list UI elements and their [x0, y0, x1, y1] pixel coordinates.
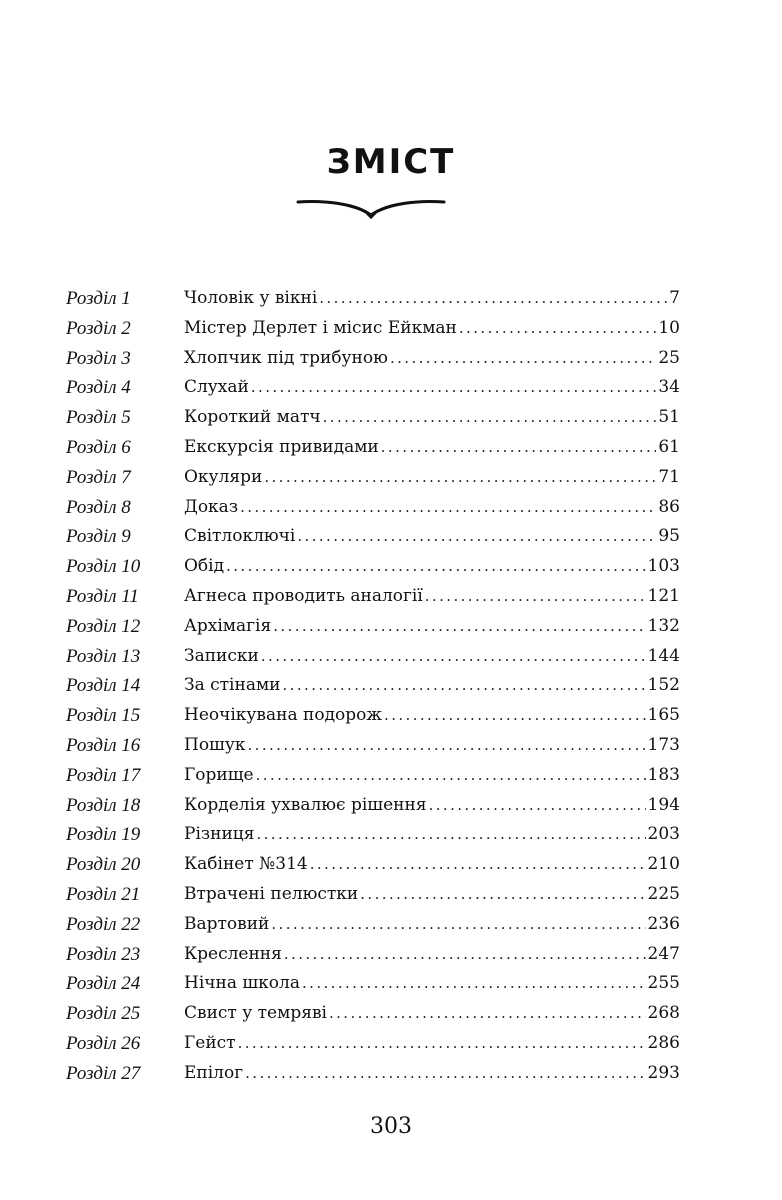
chapter-page-number: 61 — [658, 436, 680, 457]
chapter-label: Розділ 5 — [66, 407, 131, 429]
chapter-entry — [184, 493, 680, 523]
chapter-title: Світлоключі — [184, 526, 296, 547]
toc-entry[interactable] — [66, 1029, 680, 1059]
chapter-entry — [184, 344, 680, 374]
chapter-label: Розділ 26 — [66, 1032, 141, 1054]
chapter-page-number: 194 — [647, 794, 680, 815]
dot-leader — [245, 1059, 645, 1089]
toc-entry[interactable] — [66, 731, 680, 761]
chapter-entry — [184, 552, 680, 582]
chapter-label: Розділ 13 — [66, 645, 141, 667]
page-number: 303 — [370, 1114, 412, 1139]
dot-leader — [381, 433, 657, 463]
dot-leader — [284, 940, 646, 970]
chapter-page-number: 255 — [647, 973, 680, 994]
toc-entry[interactable] — [66, 373, 680, 403]
chapter-entry — [184, 731, 680, 761]
dot-leader — [425, 582, 646, 612]
chapter-label: Розділ 24 — [66, 973, 141, 995]
dot-leader — [240, 493, 656, 523]
dot-leader — [256, 820, 645, 850]
toc-entry[interactable] — [66, 642, 680, 672]
toc-entry[interactable] — [66, 612, 680, 642]
chapter-label: Розділ 7 — [66, 466, 131, 488]
toc-entry[interactable] — [66, 433, 680, 463]
chapter-entry — [184, 284, 680, 314]
dot-leader — [384, 701, 646, 731]
chapter-title: Неочікувана подорож — [184, 705, 383, 726]
chapter-page-number: 152 — [647, 675, 680, 696]
chapter-label: Розділ 10 — [66, 556, 141, 578]
chapter-label: Розділ 19 — [66, 824, 141, 846]
dot-leader — [256, 761, 646, 791]
chapter-label: Розділ 21 — [66, 883, 141, 905]
chapter-entry — [184, 850, 680, 880]
dot-leader — [238, 1029, 646, 1059]
toc-entry[interactable] — [66, 850, 680, 880]
chapter-label: Розділ 16 — [66, 734, 141, 756]
chapter-entry — [184, 582, 680, 612]
dot-leader — [273, 612, 645, 642]
chapter-label: Розділ 3 — [66, 347, 131, 369]
chapter-title: Гейст — [184, 1032, 236, 1053]
chapter-label: Розділ 23 — [66, 943, 141, 965]
chapter-entry — [184, 314, 680, 344]
chapter-title: Короткий матч — [184, 407, 321, 428]
toc-entry[interactable] — [66, 493, 680, 523]
chapter-entry — [184, 671, 680, 701]
toc-entry[interactable] — [66, 1059, 680, 1089]
chapter-title: Містер Дерлет і місис Ейкман — [184, 317, 457, 338]
chapter-entry — [184, 612, 680, 642]
chapter-title: Корделія ухвалює рішення — [184, 794, 427, 815]
chapter-title: Записки — [184, 645, 259, 666]
chapter-entry — [184, 910, 680, 940]
chapter-page-number: 144 — [647, 645, 680, 666]
chapter-page-number: 225 — [647, 883, 680, 904]
chapter-page-number: 293 — [647, 1062, 680, 1083]
chapter-page-number: 34 — [658, 377, 680, 398]
chapter-title: За стінами — [184, 675, 281, 696]
chapter-title: Слухай — [184, 377, 249, 398]
toc-entry[interactable] — [66, 940, 680, 970]
toc-entry[interactable] — [66, 344, 680, 374]
chapter-label: Розділ 17 — [66, 764, 141, 786]
ornament-divider-icon — [296, 192, 446, 220]
toc-entry[interactable] — [66, 403, 680, 433]
chapter-entry — [184, 403, 680, 433]
chapter-title: Доказ — [184, 496, 239, 517]
dot-leader — [319, 284, 667, 314]
chapter-label: Розділ 20 — [66, 854, 141, 876]
chapter-title: Агнеса проводить аналогії — [184, 585, 423, 606]
chapter-title: Горище — [184, 764, 254, 785]
chapter-label: Розділ 1 — [66, 288, 131, 309]
dot-leader — [459, 314, 656, 344]
toc-entry[interactable] — [66, 880, 680, 910]
chapter-entry — [184, 880, 680, 910]
dot-leader — [329, 999, 646, 1029]
chapter-page-number: 25 — [658, 347, 680, 368]
dot-leader — [271, 910, 645, 940]
dot-leader — [264, 463, 656, 493]
dot-leader — [360, 880, 645, 910]
chapter-title: Втрачені пелюстки — [184, 883, 359, 904]
chapter-entry — [184, 940, 680, 970]
dot-leader — [283, 671, 646, 701]
chapter-page-number: 268 — [647, 1003, 680, 1024]
chapter-title: Різниця — [184, 824, 255, 845]
toc-entry[interactable] — [66, 761, 680, 791]
chapter-label: Розділ 8 — [66, 496, 131, 518]
dot-leader — [297, 522, 656, 552]
chapter-label: Розділ 25 — [66, 1003, 141, 1025]
chapter-label: Розділ 9 — [66, 526, 131, 548]
chapter-page-number: 103 — [647, 556, 680, 577]
chapter-page-number: 173 — [647, 734, 680, 755]
chapter-label: Розділ 12 — [66, 615, 141, 637]
chapter-label: Розділ 6 — [66, 436, 131, 458]
chapter-entry — [184, 1059, 680, 1089]
chapter-label: Розділ 14 — [66, 675, 141, 697]
chapter-label: Розділ 18 — [66, 794, 141, 816]
chapter-page-number: 247 — [647, 943, 680, 964]
chapter-label: Розділ 15 — [66, 705, 141, 727]
table-of-contents — [66, 284, 680, 1089]
chapter-page-number: 203 — [647, 824, 680, 845]
chapter-entry — [184, 820, 680, 850]
chapter-label: Розділ 4 — [66, 377, 131, 399]
chapter-title: Кабінет №314 — [184, 854, 308, 875]
chapter-entry — [184, 969, 680, 999]
chapter-entry — [184, 433, 680, 463]
dot-leader — [261, 642, 646, 672]
chapter-label: Розділ 27 — [66, 1062, 141, 1084]
chapter-page-number: 236 — [647, 913, 680, 934]
chapter-page-number: 86 — [658, 496, 680, 517]
chapter-entry — [184, 761, 680, 791]
toc-title: ЗМІСТ — [326, 142, 456, 182]
toc-entry[interactable] — [66, 522, 680, 552]
toc-entry[interactable] — [66, 969, 680, 999]
chapter-page-number: 95 — [658, 526, 680, 547]
chapter-title: Архімагія — [184, 615, 272, 636]
toc-entry[interactable] — [66, 701, 680, 731]
dot-leader — [323, 403, 657, 433]
chapter-page-number: 71 — [658, 466, 680, 487]
chapter-title: Нічна школа — [184, 973, 300, 994]
chapter-page-number: 183 — [647, 764, 680, 785]
chapter-page-number: 132 — [647, 615, 680, 636]
toc-entry[interactable] — [66, 314, 680, 344]
toc-entry[interactable] — [66, 671, 680, 701]
chapter-title: Епілог — [184, 1062, 244, 1083]
dot-leader — [429, 791, 646, 821]
toc-entry[interactable] — [66, 582, 680, 612]
toc-entry[interactable] — [66, 284, 680, 314]
dot-leader — [226, 552, 645, 582]
toc-entry[interactable] — [66, 463, 680, 493]
chapter-title: Креслення — [184, 943, 282, 964]
chapter-title: Екскурсія привидами — [184, 436, 379, 457]
chapter-page-number: 165 — [647, 705, 680, 726]
dot-leader — [248, 731, 646, 761]
dot-leader — [390, 344, 656, 374]
chapter-entry — [184, 1029, 680, 1059]
toc-entry[interactable] — [66, 552, 680, 582]
toc-entry[interactable] — [66, 820, 680, 850]
chapter-entry — [184, 791, 680, 821]
chapter-page-number: 10 — [658, 317, 680, 338]
chapter-label: Розділ 2 — [66, 317, 131, 339]
chapter-page-number: 7 — [669, 288, 680, 308]
chapter-page-number: 210 — [647, 854, 680, 875]
chapter-entry — [184, 999, 680, 1029]
dot-leader — [302, 969, 646, 999]
chapter-page-number: 121 — [647, 585, 680, 606]
chapter-entry — [184, 522, 680, 552]
dot-leader — [251, 373, 656, 403]
chapter-entry — [184, 373, 680, 403]
toc-entry[interactable] — [66, 910, 680, 940]
chapter-title: Чоловік у вікні — [184, 288, 318, 308]
toc-entry[interactable] — [66, 999, 680, 1029]
chapter-entry — [184, 642, 680, 672]
toc-entry[interactable] — [66, 791, 680, 821]
chapter-entry — [184, 463, 680, 493]
dot-leader — [310, 850, 646, 880]
chapter-label: Розділ 11 — [66, 585, 139, 607]
chapter-title: Обід — [184, 556, 225, 577]
chapter-title: Хлопчик під трибуною — [184, 347, 388, 368]
chapter-page-number: 51 — [658, 407, 680, 428]
chapter-page-number: 286 — [647, 1032, 680, 1053]
chapter-title: Окуляри — [184, 466, 263, 487]
chapter-title: Вартовий — [184, 913, 270, 934]
chapter-label: Розділ 22 — [66, 913, 141, 935]
chapter-title: Свист у темряві — [184, 1003, 327, 1024]
chapter-title: Пошук — [184, 734, 246, 755]
chapter-entry — [184, 701, 680, 731]
